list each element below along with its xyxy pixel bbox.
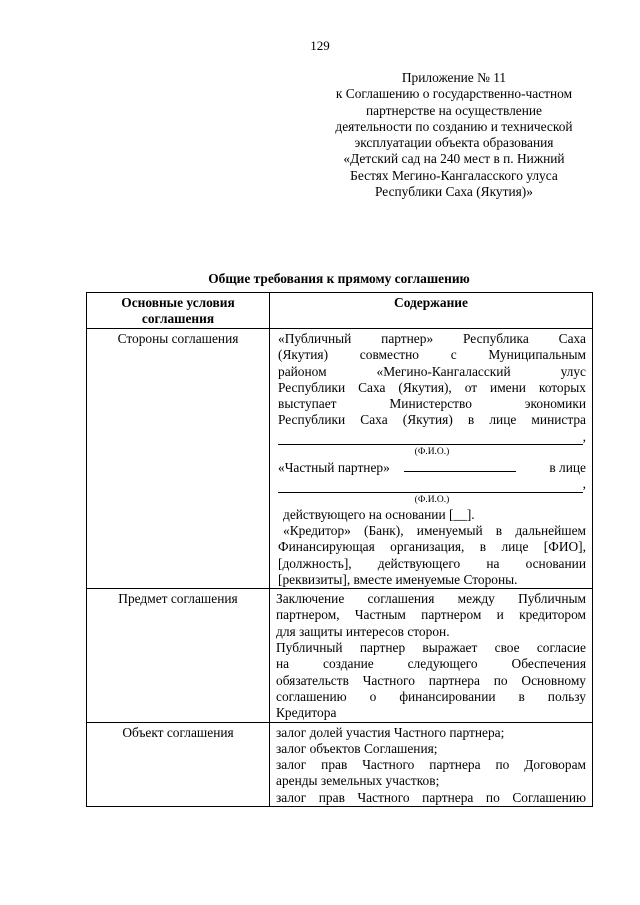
row-condition: Предмет соглашения [87, 589, 270, 722]
content-line: районом «Мегино-Кангаласский улус [278, 363, 586, 379]
content-line: «Публичный партнер» Республика Саха [278, 331, 586, 346]
appendix-line: Бестях Мегино-Кангаласского улуса [350, 167, 558, 183]
requirements-table [86, 292, 593, 807]
content-line: залог прав Частного партнера по Соглашению [276, 789, 586, 805]
row-content [270, 722, 593, 806]
header-content: Содержание [270, 293, 593, 329]
appendix-line: к Соглашению о государственно-частном [335, 86, 573, 102]
appendix-line: Приложение № 11 [401, 70, 507, 85]
appendix-line: Республики Саха (Якутия)» [375, 184, 533, 200]
content-line: аренды земельных участков; [276, 773, 440, 789]
appendix-header [305, 70, 603, 200]
row-content [270, 329, 593, 589]
content-line: залог долей участия Частного партнера; [276, 724, 505, 740]
content-line: соглашению о финансировании в пользу [276, 688, 586, 704]
appendix-line: «Детский сад на 240 мест в п. Нижний [343, 151, 565, 167]
table-header-row [87, 293, 593, 329]
header-conditions-line: Основные условия [121, 295, 235, 310]
content-line: [должность], действующего на основании [278, 555, 586, 571]
content-line: (Якутия) совместно с Муниципальным [278, 347, 586, 363]
content-line: выступает Министерство экономики [278, 396, 586, 412]
content-line: обязательств Частного партнера по Основному [276, 672, 586, 688]
private-name-comma: , [582, 476, 586, 492]
content-line: Кредитора [276, 705, 337, 721]
content-line: Публичный партнер выражает свое согласие [276, 640, 586, 656]
content-line: для защиты интересов сторон. [276, 623, 450, 639]
table-row [87, 589, 593, 722]
minister-name-comma: , [582, 428, 586, 444]
content-line: Заключение соглашения между Публичным [276, 591, 586, 607]
row-condition: Стороны соглашения [87, 329, 270, 589]
fio-caption: (Ф.И.О.) [414, 494, 450, 505]
private-partner-label: «Частный партнер» [278, 460, 390, 476]
header-conditions [87, 293, 270, 329]
row-condition: Объект соглашения [87, 722, 270, 806]
row-content [270, 589, 593, 722]
private-partner-line [278, 459, 586, 476]
private-name-blank [278, 480, 583, 493]
content-line: залог прав Частного партнера по Договорам [276, 757, 586, 773]
content-line: на создание следующего Обеспечения [276, 656, 586, 672]
fio-caption: (Ф.И.О.) [414, 447, 450, 458]
table-row [87, 722, 593, 806]
minister-name-blank [278, 432, 583, 445]
content-line: Республики Саха (Якутия), от имени которых [278, 379, 586, 395]
private-name-line [278, 476, 586, 492]
table-row [87, 329, 593, 589]
content-line: залог объектов Соглашения; [276, 740, 438, 756]
private-partner-blank [404, 459, 516, 472]
appendix-line: партнерстве на осуществление [366, 102, 542, 118]
content-line: [реквизиты], вместе именуемые Стороны. [278, 571, 518, 587]
content-line: партнером, Частным партнером и кредитором [276, 607, 586, 623]
basis-line: действующего на основании [__]. [283, 506, 475, 522]
document-title: Общие требования к прямому соглашению [208, 271, 470, 286]
content-line: «Кредитор» (Банк), именуемый в дальнейшем [283, 522, 586, 538]
appendix-line: деятельности по созданию и технической [335, 118, 573, 134]
minister-name-line [278, 429, 586, 445]
content-line: Республики Саха (Якутия) в лице министра [278, 412, 586, 428]
page-number: 129 [310, 38, 330, 53]
appendix-line: эксплуатации объекта образования [354, 135, 554, 151]
content-line: Финансирующая организация, в лице [ФИО], [278, 539, 586, 555]
private-partner-suffix: в лице [549, 460, 586, 476]
header-conditions-line: соглашения [141, 310, 215, 326]
